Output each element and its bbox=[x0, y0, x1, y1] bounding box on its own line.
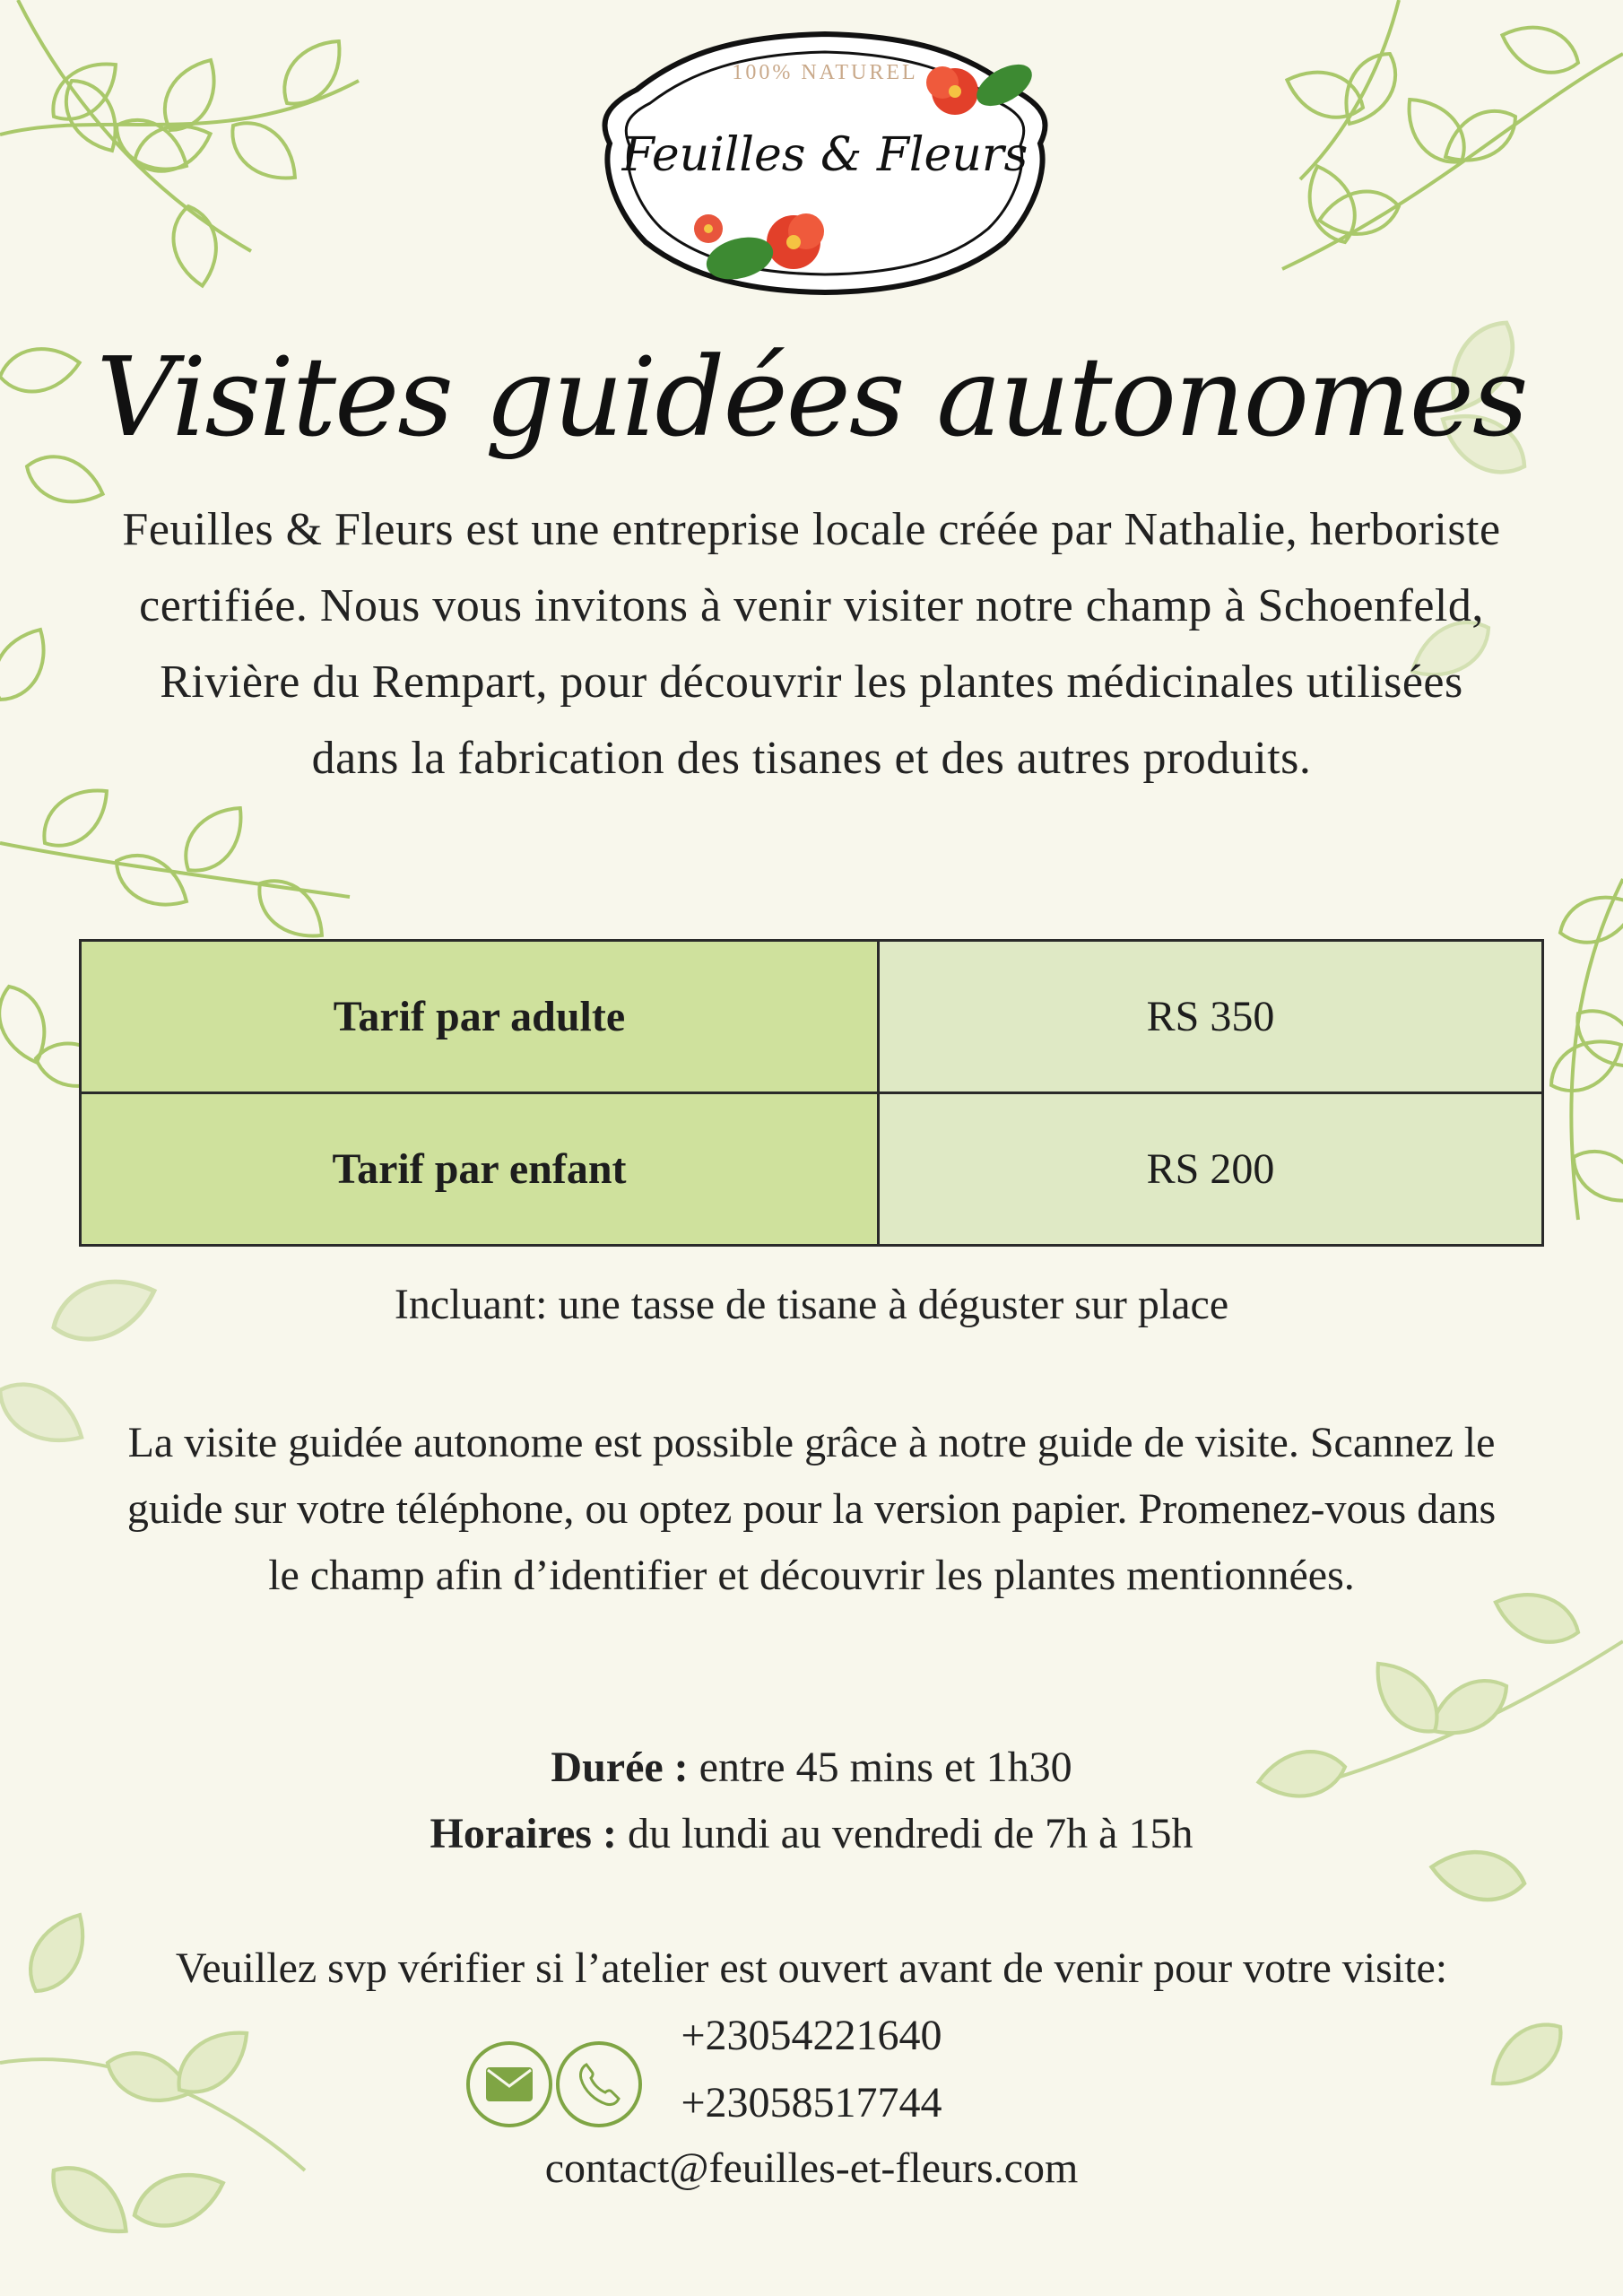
table-row bbox=[81, 941, 1543, 1093]
email-link[interactable]: contact@feuilles-et-fleurs.com bbox=[544, 2144, 1079, 2192]
price-value-child: RS 200 bbox=[879, 1093, 1543, 1246]
logo-tagline: 100% NATUREL bbox=[732, 61, 918, 84]
price-label-adult: Tarif par adulte bbox=[81, 941, 879, 1093]
logo-brand: Feuilles & Fleurs bbox=[621, 128, 1028, 182]
leaf-branch-right-table bbox=[1541, 879, 1623, 1220]
leaf-branch-top-right bbox=[1280, 0, 1623, 269]
includes-note: Incluant: une tasse de tisane à déguster sur place bbox=[394, 1281, 1229, 1328]
hours-label: Horaires : bbox=[430, 1810, 617, 1857]
brand-logo bbox=[583, 27, 1067, 305]
duration-value: entre 45 mins et 1h30 bbox=[688, 1744, 1072, 1791]
intro-paragraph: Feuilles & Fleurs est une entreprise locale créée par Nathalie, herboriste certifiée. Nous vous invitons à venir visiter notre champ à Schoenfeld, Rivière du Rempart, pour découvrir les plantes médicinales utilisées dans la fabrication des tisanes et des autres produits. bbox=[122, 504, 1501, 784]
page-title: Visites guidées autonomes bbox=[96, 334, 1527, 461]
check-notice: Veuillez svp vérifier si l’atelier est ouvert avant de venir pour votre visite: bbox=[175, 1944, 1448, 1992]
duration-line bbox=[0, 1743, 1623, 1792]
price-table bbox=[79, 939, 1544, 1247]
price-value-adult: RS 350 bbox=[879, 941, 1543, 1093]
hours-line bbox=[0, 1809, 1623, 1858]
guide-paragraph: La visite guidée autonome est possible grâce à notre guide de visite. Scannez le guide sur votre téléphone, ou optez pour la version papier. Promenez-vous dans le champ afin d’identifier et découvrir les plantes mentionnées. bbox=[126, 1419, 1497, 1599]
duration-label: Durée : bbox=[551, 1744, 689, 1791]
phone-number-1[interactable]: +23054221640 bbox=[681, 2012, 942, 2059]
phone-number-2[interactable]: +23058517744 bbox=[681, 2079, 942, 2126]
small-flower-bottom bbox=[694, 214, 723, 243]
hours-value: du lundi au vendredi de 7h à 15h bbox=[616, 1810, 1193, 1857]
table-row bbox=[81, 1093, 1543, 1246]
price-label-child: Tarif par enfant bbox=[81, 1093, 879, 1246]
